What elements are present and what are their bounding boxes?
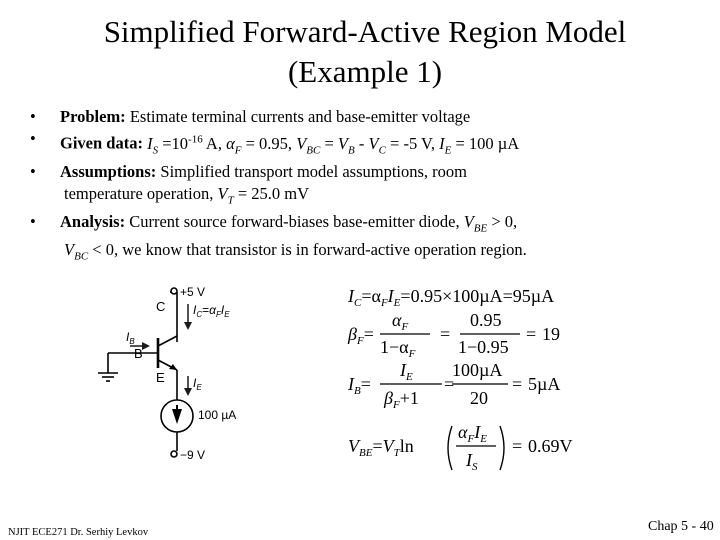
svg-text:αF: $\alpha_F$: [392, 310, 409, 333]
vbe-result: 0.69V: [528, 436, 573, 456]
equations-block: [340, 272, 640, 477]
given-values: $I_S =10^{-16}$ A, $\alpha_F = 0.95$, $V_{BC} = V_B - V_C = -5$ V, $I_E = 100$ µA: [147, 133, 520, 156]
bullet-dot: •: [30, 107, 36, 126]
vpos-label: +5 V: [180, 285, 206, 299]
transistor-circuit-diagram: [90, 270, 320, 470]
bullet-label-assumptions: Assumptions:: [60, 161, 157, 181]
base-label: B: [134, 346, 143, 361]
vneg-label: −9 V: [180, 448, 206, 462]
svg-text:IS: $I_S$: [466, 450, 478, 473]
beta-result: 19: [542, 324, 560, 344]
source-value-label: 100 µA: [198, 408, 237, 422]
svg-text:1−αF: $1-\alpha_F$: [380, 337, 416, 360]
bullet-text-problem: Estimate terminal currents and base-emitter voltage: [125, 107, 471, 126]
vneg-terminal: [171, 451, 177, 457]
bullet-list: [30, 106, 710, 268]
bullet-dot: •: [30, 212, 36, 232]
ic-arrow-icon: [184, 322, 192, 330]
equation-vbe: [348, 422, 573, 473]
ie-label: $I_E$: [193, 376, 202, 392]
svg-text:βF+1: $\beta_F+1$: [384, 388, 419, 411]
bullet-label-analysis: Analysis:: [60, 212, 126, 232]
bullet-label-problem: Problem:: [60, 107, 126, 126]
svg-text:αFIE: $\alpha_FI_E$: [458, 422, 487, 445]
svg-text:=: =: [512, 374, 523, 394]
ib-result: 5µA: [528, 374, 561, 394]
svg-text:=: =: [512, 436, 523, 456]
assumptions-text-2: temperature operation,: [64, 183, 218, 203]
beta-denominator: 1−0.95: [458, 337, 509, 357]
bullet-assumptions: [30, 161, 710, 211]
bullet-given: [30, 128, 710, 161]
ib-numerator: 100µA: [452, 360, 503, 380]
ie-arrow-icon: [184, 388, 192, 396]
bullet-problem: [30, 106, 710, 128]
slide-title: [0, 12, 720, 92]
svg-text:VBE=VTln: $V_{BE}=V_T\ln$: [348, 436, 414, 459]
svg-text:βF=: $\beta_F=$: [348, 324, 374, 347]
footer-course-info: NJIT ECE271 Dr. Serhiy Levkov: [8, 527, 149, 538]
footer-page-number: Chap 5 - 40: [648, 519, 714, 534]
bullet-text-analysis: Current source forward-biases base-emitter diode,: [125, 212, 464, 232]
equation-beta: [347, 310, 560, 360]
collector-lead: [158, 336, 177, 346]
vpos-terminal: [171, 288, 177, 294]
svg-text:IE: $I_E$: [400, 360, 413, 383]
equation-ic: [347, 286, 554, 309]
bullet-text-assumptions: Simplified transport model assumptions, room: [156, 161, 468, 181]
collector-label: C: [156, 299, 166, 314]
title-line-2: (Example 1): [287, 54, 443, 89]
bullet-label-given: Given data:: [60, 133, 143, 153]
ib-denominator: 20: [470, 388, 488, 408]
svg-text:=: =: [526, 324, 537, 344]
svg-text:IC=αFIE=0.95×100µA=95µA: $I_C=\alpha_FI_E=0.95\times 100\mu A=95\mu A$: [348, 286, 555, 309]
ic-relation-label: $I_C=\alpha_FI_E$: [193, 303, 230, 319]
ib-label: $I_B$: [126, 330, 135, 346]
bullet-dot: •: [30, 129, 36, 148]
assumptions-continuation: temperature operation, $V_T = 25.0$ mV: [64, 183, 310, 207]
bullet-analysis: [30, 211, 710, 268]
svg-text:=: =: [444, 374, 455, 394]
beta-numerator: 0.95: [470, 310, 502, 330]
bullet-dot: •: [30, 161, 36, 181]
svg-text:=: =: [440, 324, 451, 344]
analysis-continuation: $V_{BC} < 0$, we know that transistor is in forward-active operation region.: [64, 240, 527, 263]
emitter-label: E: [156, 370, 165, 385]
equation-ib: [347, 360, 560, 411]
svg-text:IB=: $I_B=$: [348, 374, 371, 397]
vbe-condition: $V_{BE} > 0$,: [463, 212, 518, 235]
ib-arrow-icon: [142, 342, 150, 350]
title-line-1: Simplified Forward-Active Region Model: [103, 14, 627, 49]
